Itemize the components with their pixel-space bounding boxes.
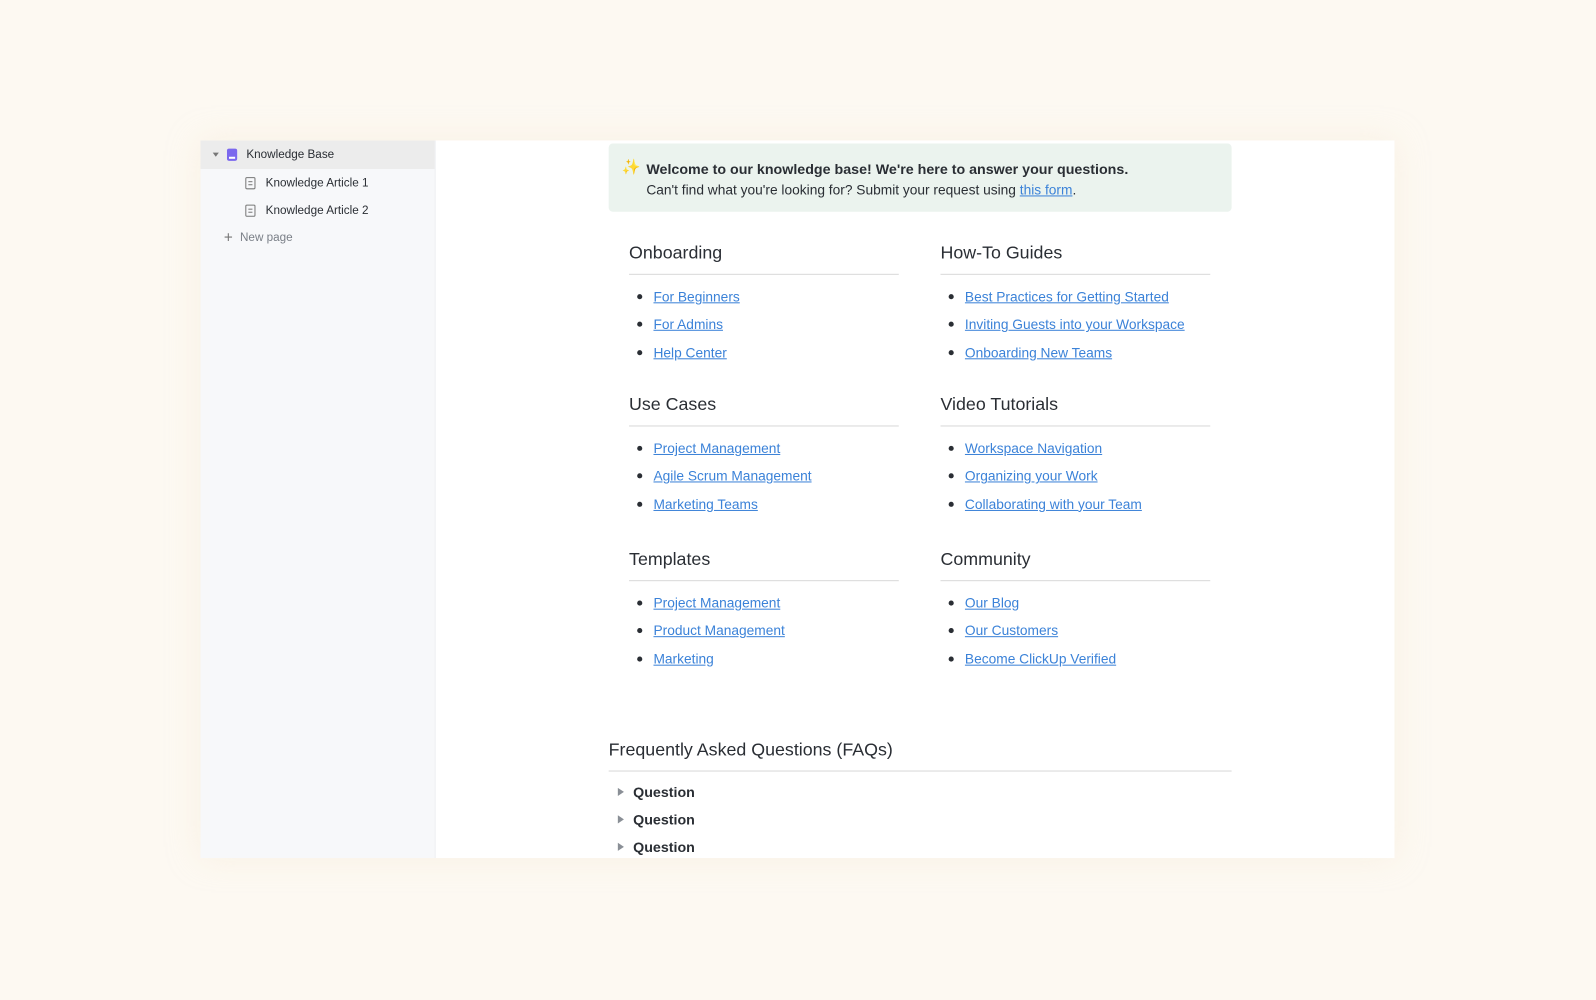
faq-question: Question (633, 783, 695, 800)
article-link[interactable]: Marketing (653, 651, 714, 667)
article-link[interactable]: Best Practices for Getting Started (964, 289, 1169, 305)
article-link[interactable]: For Admins (653, 316, 723, 333)
article-link[interactable]: Marketing Teams (653, 496, 758, 512)
article-link[interactable]: Our Customers (964, 623, 1059, 639)
section-heading: Video Tutorials (941, 394, 1211, 427)
faq-toggle[interactable] (609, 833, 1232, 858)
sidebar-item-label: Knowledge Article 2 (265, 204, 369, 217)
sidebar-item-label: Knowledge Article 1 (265, 176, 369, 189)
list-item (941, 339, 1211, 367)
list-item (941, 589, 1211, 617)
list-item (941, 490, 1211, 518)
sidebar-item-article-1[interactable] (201, 169, 435, 196)
article-link[interactable]: Inviting Guests into your Workspace (964, 316, 1185, 333)
article-link[interactable]: For Beginners (653, 289, 740, 305)
list-item (629, 617, 899, 645)
request-form-link[interactable]: this form (1019, 182, 1073, 198)
section-video-tutorials (941, 394, 1211, 518)
link-list (941, 283, 1211, 366)
list-item (941, 617, 1211, 645)
section-heading: How-To Guides (941, 242, 1211, 275)
list-item (941, 645, 1211, 673)
document-icon (245, 204, 255, 216)
new-page-button[interactable] (201, 224, 435, 251)
section-onboarding (629, 242, 899, 366)
list-item (629, 490, 899, 518)
new-page-label: New page (239, 231, 293, 244)
document-icon (245, 177, 255, 189)
section-heading: Templates (629, 549, 899, 582)
article-link[interactable]: Project Management (653, 440, 781, 457)
faq-heading: Frequently Asked Questions (FAQs) (609, 739, 1232, 772)
article-link[interactable]: Become ClickUp Verified (964, 651, 1117, 667)
sidebar-item-knowledge-base[interactable] (201, 140, 435, 169)
link-list (941, 435, 1211, 518)
faq-toggle[interactable] (609, 805, 1232, 833)
list-item (629, 435, 899, 463)
caret-right-icon (618, 815, 624, 823)
section-how-to-guides (941, 242, 1211, 366)
section-heading: Use Cases (629, 394, 899, 427)
list-item (941, 311, 1211, 339)
sidebar-item-article-2[interactable] (201, 196, 435, 223)
chevron-down-icon[interactable] (213, 153, 219, 157)
callout-text-body: Can't find what you're looking for? Submit your request using (646, 182, 1020, 198)
list-item (941, 462, 1211, 490)
caret-right-icon (618, 843, 624, 851)
article-link[interactable]: Workspace Navigation (964, 440, 1103, 457)
book-icon (227, 149, 237, 161)
article-link[interactable]: Help Center (653, 344, 727, 360)
faq-question: Question (633, 811, 695, 828)
section-heading: Onboarding (629, 242, 899, 275)
article-link[interactable]: Project Management (653, 595, 781, 611)
list-item (629, 311, 899, 339)
link-list (941, 589, 1211, 672)
callout-text-end: . (1072, 182, 1077, 198)
list-item (941, 283, 1211, 311)
sparkles-icon: ✨ (621, 158, 641, 177)
article-link[interactable]: Our Blog (964, 595, 1020, 611)
faq-question: Question (633, 838, 695, 856)
sidebar-item-label: Knowledge Base (246, 148, 335, 161)
article-link[interactable]: Organizing your Work (964, 468, 1098, 484)
list-item (629, 589, 899, 617)
section-community (941, 549, 1211, 673)
sidebar (201, 140, 436, 858)
link-list (629, 589, 899, 672)
callout-text (646, 182, 1076, 197)
callout-title: Welcome to our knowledge base! We're here to answer your questions. (646, 160, 1129, 178)
link-list (629, 435, 899, 518)
list-item (629, 462, 899, 490)
caret-right-icon (618, 787, 624, 795)
article-link[interactable]: Collaborating with your Team (964, 496, 1142, 512)
plus-icon: + (223, 229, 233, 247)
list-item (629, 645, 899, 673)
app-window (201, 140, 1395, 858)
list-item (629, 339, 899, 367)
list-item (941, 435, 1211, 463)
faq-toggle[interactable] (609, 778, 1232, 806)
article-link[interactable]: Agile Scrum Management (653, 468, 812, 484)
section-templates (629, 549, 899, 673)
article-link[interactable]: Onboarding New Teams (964, 344, 1113, 360)
section-use-cases (629, 394, 899, 518)
list-item (629, 283, 899, 311)
link-list (629, 283, 899, 366)
section-heading: Community (941, 549, 1211, 582)
article-link[interactable]: Product Management (653, 623, 785, 639)
welcome-callout (609, 144, 1232, 212)
faq-section (609, 739, 1232, 858)
